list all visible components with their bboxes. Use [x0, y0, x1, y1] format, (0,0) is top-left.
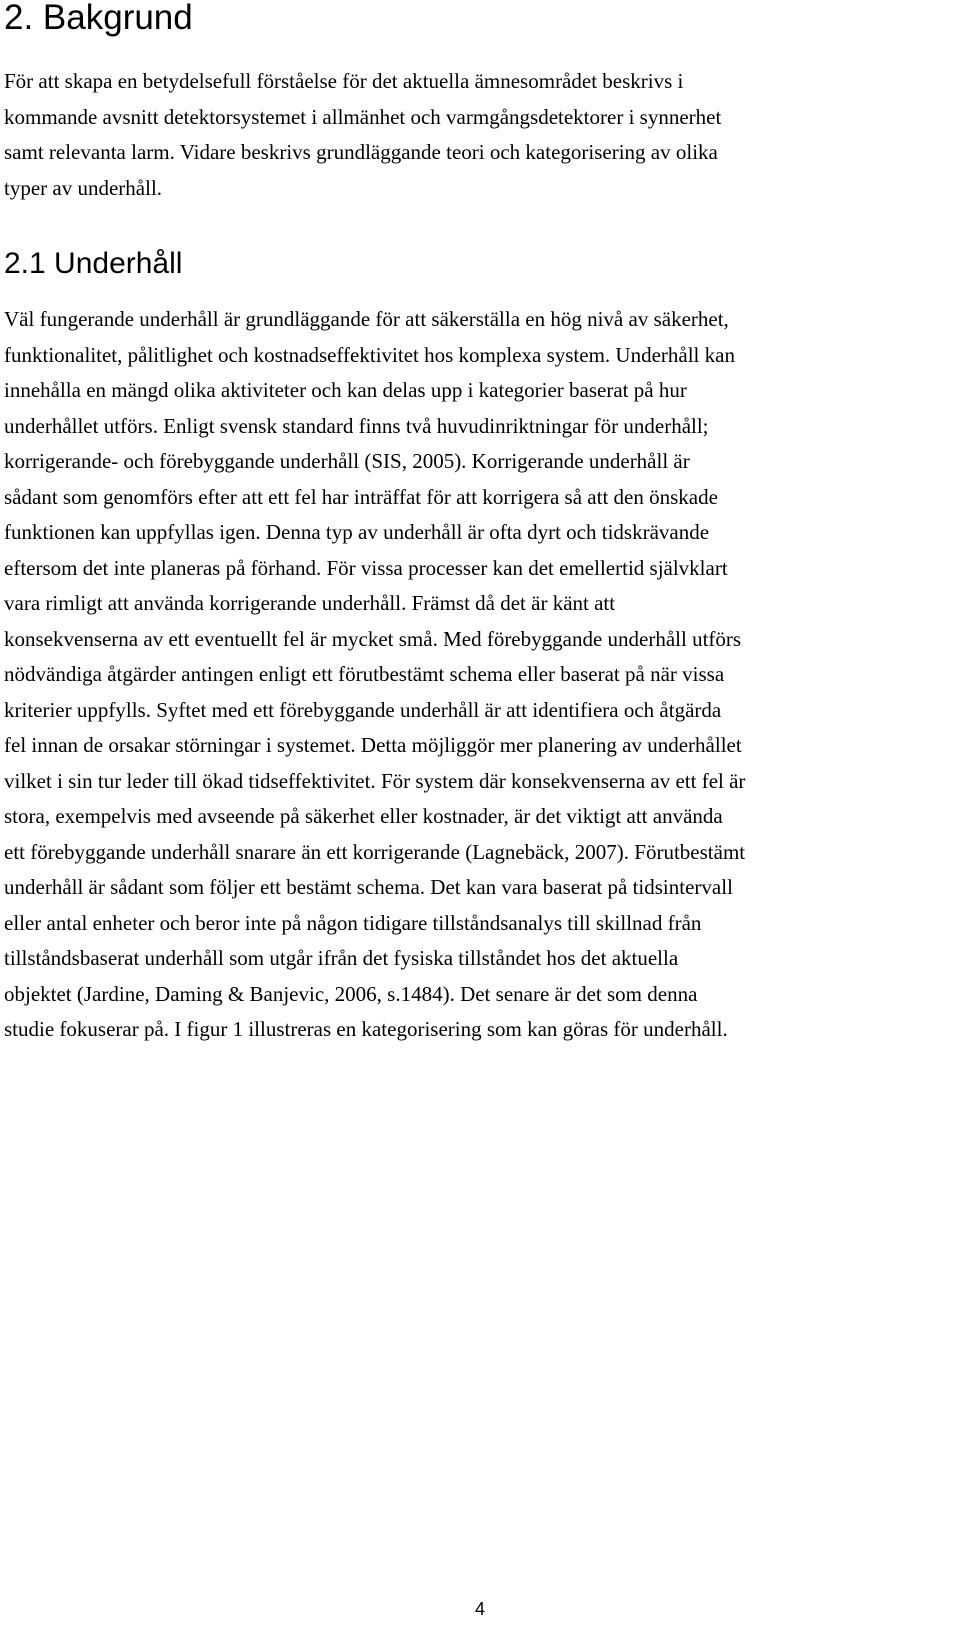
body-line: studie fokuserar på. I figur 1 illustreras en kategorisering som kan göras för underhåll.	[4, 1017, 728, 1041]
body-line: vilket i sin tur leder till ökad tidseffektivitet. För system där konsekvenserna av ett fel är	[4, 768, 746, 793]
body-line: stora, exempelvis med avseende på säkerhet eller kostnader, är det viktigt att använda	[4, 804, 723, 828]
intro-line: typer av underhåll.	[4, 175, 163, 200]
section-heading: 2. Bakgrund	[4, 0, 193, 37]
body-line: eftersom det inte planeras på förhand. För vissa processer kan det emellertid självklart	[4, 555, 728, 580]
body-line: vara rimligt att använda korrigerande underhåll. Främst då det är känt att	[4, 591, 616, 615]
intro-line: samt relevanta larm. Vidare beskrivs grundläggande teori och kategorisering av olika	[4, 140, 718, 164]
body-line: objektet (Jardine, Daming & Banjevic, 2006, s.1484). Det senare är det som denna	[4, 981, 698, 1006]
body-line: kriterier uppfylls. Syftet med ett förebyggande underhåll är att identifiera och åtgärda	[4, 697, 722, 722]
body-line: innehålla en mängd olika aktiviteter och kan delas upp i kategorier baserat på hur	[4, 378, 687, 402]
body-line: korrigerande- och förebyggande underhåll (SIS, 2005). Korrigerande underhåll är	[4, 449, 690, 473]
intro-paragraph	[4, 64, 939, 206]
body-line: fel innan de orsakar störningar i systemet. Detta möjliggör mer planering av underhållet	[4, 733, 742, 757]
page-number: 4	[474, 1599, 485, 1619]
body-line: tillståndsbaserat underhåll som utgår ifrån det fysiska tillståndet hos det aktuella	[4, 946, 679, 970]
body-line: underhåll är sådant som följer ett bestämt schema. Det kan vara baserat på tidsintervall	[4, 875, 733, 899]
body-line: nödvändiga åtgärder antingen enligt ett förutbestämt schema eller baserat på när vissa	[4, 662, 725, 686]
body-line: funktionen kan uppfyllas igen. Denna typ av underhåll är ofta dyrt och tidskrävande	[4, 520, 710, 544]
body-paragraph	[4, 302, 939, 1048]
intro-line: För att skapa en betydelsefull förståelse för det aktuella ämnesområdet beskrivs i	[4, 69, 684, 93]
body-line: konsekvenserna av ett eventuellt fel är mycket små. Med förebyggande underhåll utförs	[4, 626, 742, 651]
body-line: eller antal enheter och beror inte på någon tidigare tillståndsanalys till skillnad från	[4, 910, 702, 935]
body-line: sådant som genomförs efter att ett fel har inträffat för att korrigera så att den önskade	[4, 484, 718, 509]
intro-line: kommande avsnitt detektorsystemet i allmänhet och varmgångsdetektorer i synnerhet	[4, 104, 722, 129]
subsection-heading: 2.1 Underhåll	[4, 247, 183, 280]
body-line: ett förebyggande underhåll snarare än ett korrigerande (Lagnebäck, 2007). Förutbestämt	[4, 839, 746, 864]
body-line: underhållet utförs. Enligt svensk standard finns två huvudinriktningar för underhåll;	[4, 413, 709, 438]
body-line: funktionalitet, pålitlighet och kostnadseffektivitet hos komplexa system. Underhåll kan	[4, 342, 735, 367]
body-line: Väl fungerande underhåll är grundläggande för att säkerställa en hög nivå av säkerhet,	[4, 307, 729, 331]
